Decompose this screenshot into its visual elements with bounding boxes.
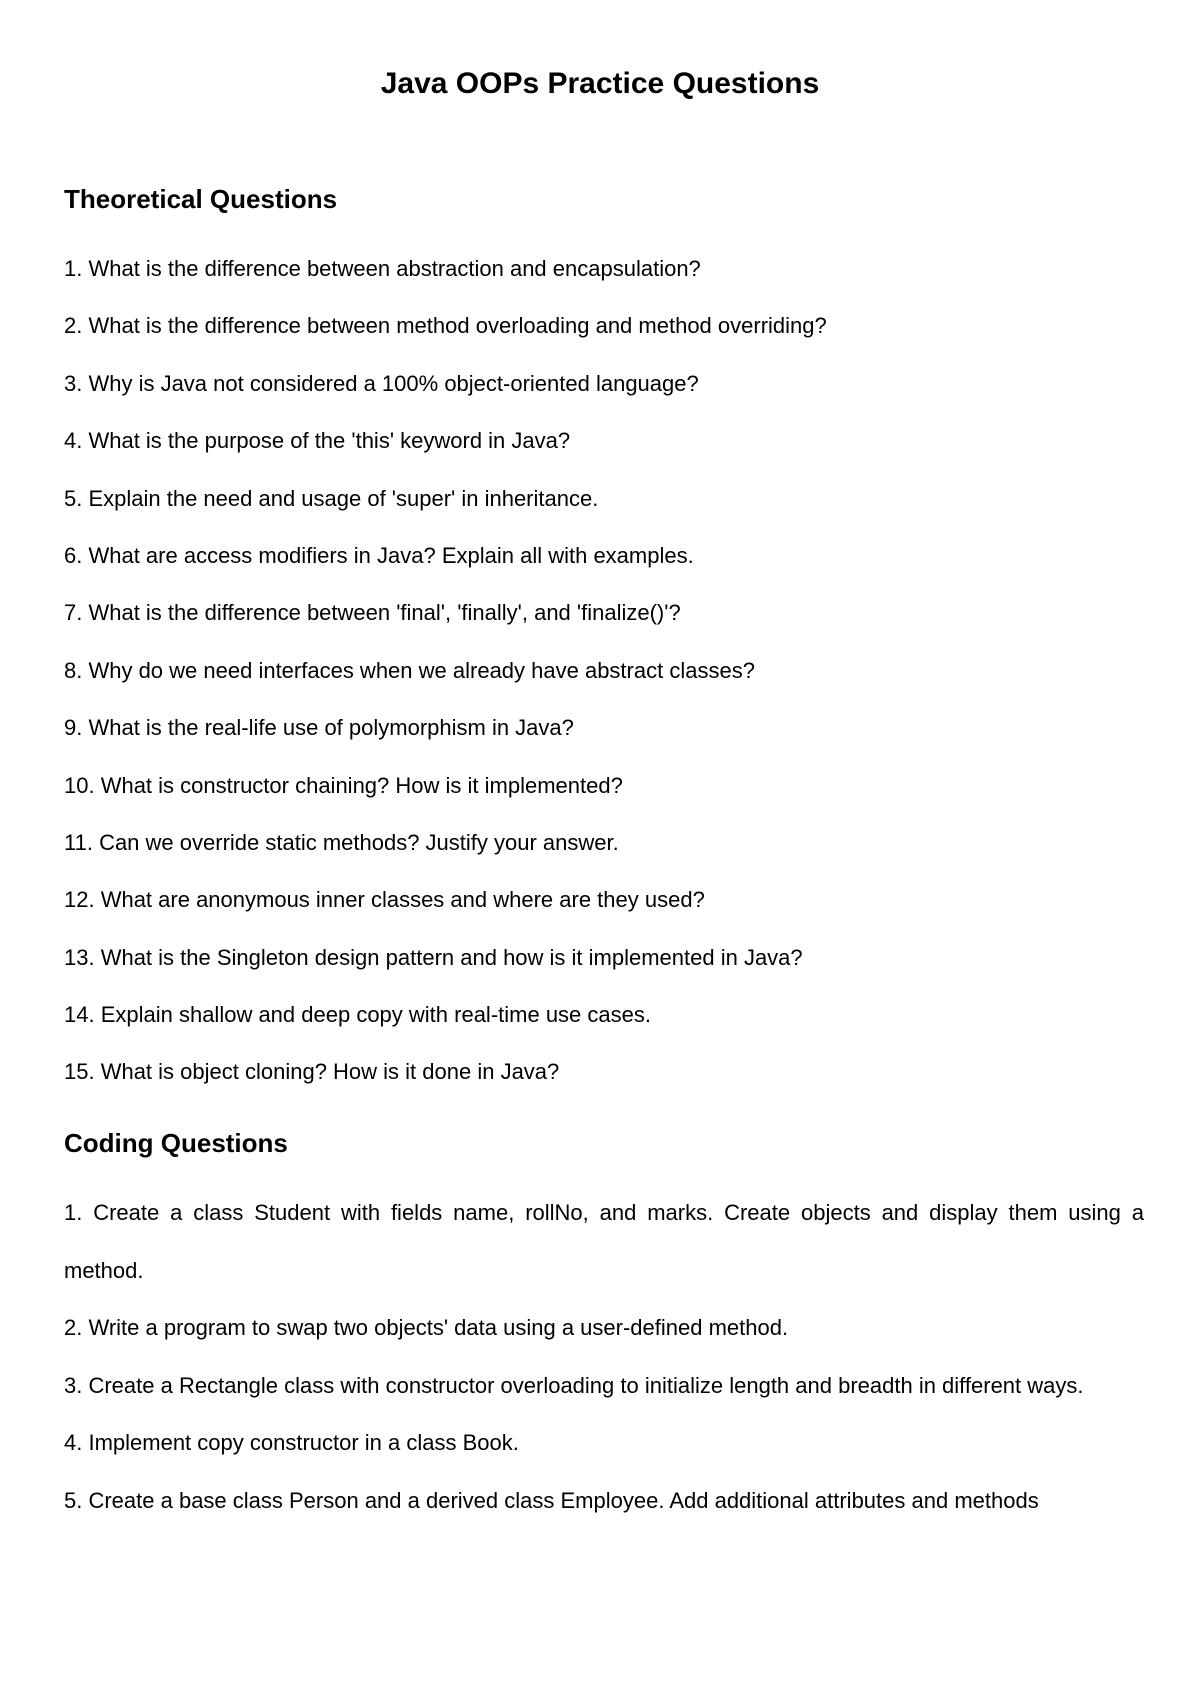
coding-question-2: 2. Write a program to swap two objects' data using a user-defined method. — [64, 1315, 789, 1340]
theoretical-questions-heading: Theoretical Questions — [64, 184, 338, 214]
theory-question-10: 10. What is constructor chaining? How is it implemented? — [64, 772, 623, 798]
coding-question-4: 4. Implement copy constructor in a class Book. — [64, 1430, 519, 1455]
coding-question-1: 1. Create a class Student with fields name, rollNo, and marks. Create objects and display them using a method. — [64, 1200, 1144, 1283]
theory-question-3: 3. Why is Java not considered a 100% object-oriented language? — [64, 370, 699, 396]
theory-question-2: 2. What is the difference between method overloading and method overriding? — [64, 313, 827, 339]
theory-question-14: 14. Explain shallow and deep copy with real-time use cases. — [64, 1002, 651, 1028]
coding-question-3: 3. Create a Rectangle class with constructor overloading to initialize length and breadth in different ways. — [64, 1372, 1084, 1398]
theoretical-questions-list — [64, 240, 1144, 1101]
theory-question-9: 9. What is the real-life use of polymorphism in Java? — [64, 715, 574, 741]
theory-question-11: 11. Can we override static methods? Justify your answer. — [64, 829, 619, 855]
theory-question-13: 13. What is the Singleton design pattern and how is it implemented in Java? — [64, 944, 803, 970]
theory-question-12: 12. What are anonymous inner classes and where are they used? — [64, 887, 705, 913]
theory-question-5: 5. Explain the need and usage of 'super' in inheritance. — [64, 485, 599, 511]
theory-question-1: 1. What is the difference between abstraction and encapsulation? — [64, 256, 701, 281]
coding-questions-list — [64, 1184, 1144, 1529]
theory-question-4: 4. What is the purpose of the 'this' keyword in Java? — [64, 428, 571, 454]
theory-question-7: 7. What is the difference between 'final', 'finally', and 'finalize()'? — [64, 600, 681, 626]
page-title: Java OOPs Practice Questions — [380, 67, 820, 100]
theory-question-15: 15. What is object cloning? How is it done in Java? — [64, 1059, 560, 1085]
theory-question-8: 8. Why do we need interfaces when we already have abstract classes? — [64, 657, 755, 683]
coding-question-5: 5. Create a base class Person and a derived class Employee. Add additional attributes and methods — [64, 1487, 1039, 1513]
coding-questions-heading: Coding Questions — [64, 1128, 288, 1158]
theory-question-6: 6. What are access modifiers in Java? Explain all with examples. — [64, 542, 694, 568]
